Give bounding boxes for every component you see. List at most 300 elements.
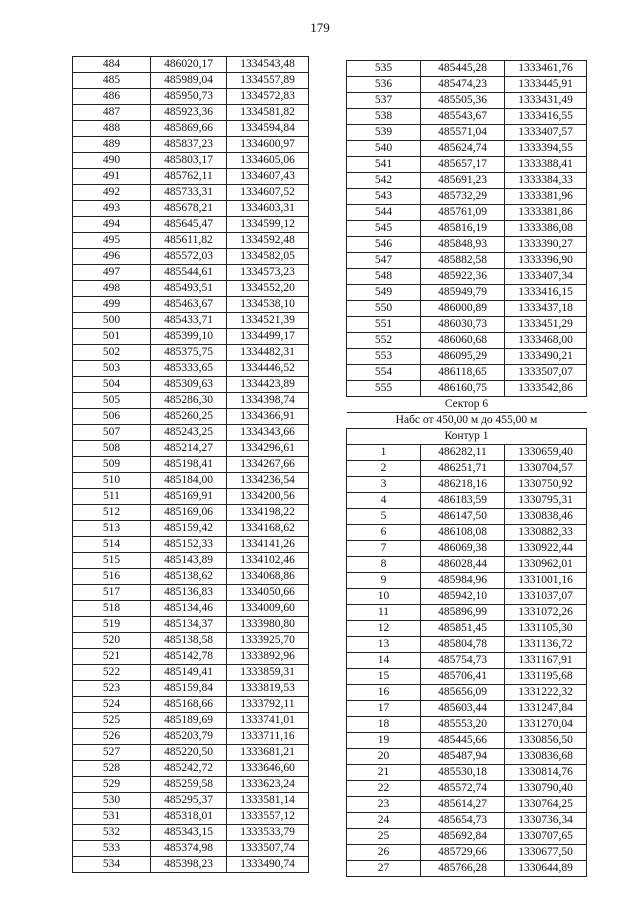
table-row <box>347 461 587 477</box>
point-number: 491 <box>73 169 151 185</box>
table-row <box>73 729 309 745</box>
y-coordinate: 1333381,86 <box>505 205 587 221</box>
point-number: 518 <box>73 601 151 617</box>
y-coordinate: 1334538,10 <box>227 297 309 313</box>
y-coordinate: 1334557,89 <box>227 73 309 89</box>
point-number: 27 <box>347 861 421 877</box>
table-row <box>347 573 587 589</box>
table-row <box>347 813 587 829</box>
y-coordinate: 1334398,74 <box>227 393 309 409</box>
table-row <box>347 829 587 845</box>
table-row <box>347 237 587 253</box>
x-coordinate: 485445,28 <box>421 61 505 77</box>
point-number: 531 <box>73 809 151 825</box>
x-coordinate: 485169,91 <box>151 489 227 505</box>
y-coordinate: 1331247,84 <box>505 701 587 717</box>
x-coordinate: 485923,36 <box>151 105 227 121</box>
point-number: 534 <box>73 857 151 873</box>
table-row <box>73 553 309 569</box>
point-number: 551 <box>347 317 421 333</box>
y-coordinate: 1330750,92 <box>505 477 587 493</box>
point-number: 540 <box>347 141 421 157</box>
x-coordinate: 485942,10 <box>421 589 505 605</box>
table-row <box>347 685 587 701</box>
y-coordinate: 1334605,06 <box>227 153 309 169</box>
table-row <box>347 861 587 877</box>
y-coordinate: 1333711,16 <box>227 729 309 745</box>
y-coordinate: 1334343,66 <box>227 425 309 441</box>
point-number: 521 <box>73 649 151 665</box>
table-row <box>73 697 309 713</box>
point-number: 522 <box>73 665 151 681</box>
y-coordinate: 1333681,21 <box>227 745 309 761</box>
x-coordinate: 486095,29 <box>421 349 505 365</box>
y-coordinate: 1333468,00 <box>505 333 587 349</box>
table-row <box>73 265 309 281</box>
point-number: 511 <box>73 489 151 505</box>
x-coordinate: 486183,59 <box>421 493 505 509</box>
table-row <box>347 61 587 77</box>
y-coordinate: 1331222,32 <box>505 685 587 701</box>
table-row <box>347 445 587 461</box>
point-number: 503 <box>73 361 151 377</box>
y-coordinate: 1331167,91 <box>505 653 587 669</box>
y-coordinate: 1334600,97 <box>227 137 309 153</box>
point-number: 6 <box>347 525 421 541</box>
y-coordinate: 1330659,40 <box>505 445 587 461</box>
y-coordinate: 1331037,07 <box>505 589 587 605</box>
point-number: 498 <box>73 281 151 297</box>
point-number: 527 <box>73 745 151 761</box>
x-coordinate: 485505,36 <box>421 93 505 109</box>
sector-height-range: Набс от 450,00 м до 455,00 м <box>347 413 587 429</box>
y-coordinate: 1333388,41 <box>505 157 587 173</box>
point-number: 544 <box>347 205 421 221</box>
point-number: 538 <box>347 109 421 125</box>
point-number: 539 <box>347 125 421 141</box>
x-coordinate: 485766,28 <box>421 861 505 877</box>
table-row <box>347 333 587 349</box>
y-coordinate: 1333407,57 <box>505 125 587 141</box>
point-number: 495 <box>73 233 151 249</box>
table-row <box>347 285 587 301</box>
table-row <box>73 809 309 825</box>
y-coordinate: 1330962,01 <box>505 557 587 573</box>
y-coordinate: 1334521,39 <box>227 313 309 329</box>
point-number: 15 <box>347 669 421 685</box>
y-coordinate: 1333416,15 <box>505 285 587 301</box>
y-coordinate: 1333384,33 <box>505 173 587 189</box>
table-row <box>73 473 309 489</box>
x-coordinate: 485922,36 <box>421 269 505 285</box>
table-row <box>73 457 309 473</box>
x-coordinate: 485184,00 <box>151 473 227 489</box>
point-number: 2 <box>347 461 421 477</box>
table-row <box>73 777 309 793</box>
x-coordinate: 486160,75 <box>421 381 505 397</box>
point-number: 552 <box>347 333 421 349</box>
y-coordinate: 1333533,79 <box>227 825 309 841</box>
x-coordinate: 485487,94 <box>421 749 505 765</box>
x-coordinate: 485654,73 <box>421 813 505 829</box>
x-coordinate: 485203,79 <box>151 729 227 745</box>
x-coordinate: 485242,72 <box>151 761 227 777</box>
point-number: 514 <box>73 537 151 553</box>
point-number: 487 <box>73 105 151 121</box>
point-number: 24 <box>347 813 421 829</box>
y-coordinate: 1334200,56 <box>227 489 309 505</box>
point-number: 13 <box>347 637 421 653</box>
point-number: 545 <box>347 221 421 237</box>
y-coordinate: 1330836,68 <box>505 749 587 765</box>
x-coordinate: 485243,25 <box>151 425 227 441</box>
x-coordinate: 485989,04 <box>151 73 227 89</box>
x-coordinate: 485950,73 <box>151 89 227 105</box>
table-row <box>347 253 587 269</box>
table-row <box>73 825 309 841</box>
x-coordinate: 485543,67 <box>421 109 505 125</box>
table-row <box>347 77 587 93</box>
y-coordinate: 1333507,74 <box>227 841 309 857</box>
x-coordinate: 485398,23 <box>151 857 227 873</box>
point-number: 532 <box>73 825 151 841</box>
y-coordinate: 1334102,46 <box>227 553 309 569</box>
table-row <box>347 477 587 493</box>
y-coordinate: 1330922,44 <box>505 541 587 557</box>
y-coordinate: 1333461,76 <box>505 61 587 77</box>
x-coordinate: 485318,01 <box>151 809 227 825</box>
point-number: 9 <box>347 573 421 589</box>
y-coordinate: 1333490,21 <box>505 349 587 365</box>
table-row <box>73 537 309 553</box>
y-coordinate: 1333396,90 <box>505 253 587 269</box>
y-coordinate: 1334296,61 <box>227 441 309 457</box>
x-coordinate: 485984,96 <box>421 573 505 589</box>
x-coordinate: 486118,65 <box>421 365 505 381</box>
point-number: 485 <box>73 73 151 89</box>
point-number: 489 <box>73 137 151 153</box>
point-number: 553 <box>347 349 421 365</box>
table-row <box>347 189 587 205</box>
point-number: 10 <box>347 589 421 605</box>
coordinates-table-right <box>346 60 587 877</box>
point-number: 555 <box>347 381 421 397</box>
x-coordinate: 485143,89 <box>151 553 227 569</box>
point-number: 537 <box>347 93 421 109</box>
y-coordinate: 1334594,84 <box>227 121 309 137</box>
point-number: 11 <box>347 605 421 621</box>
point-number: 21 <box>347 765 421 781</box>
table-row <box>73 633 309 649</box>
x-coordinate: 485189,69 <box>151 713 227 729</box>
table-row <box>73 153 309 169</box>
point-number: 502 <box>73 345 151 361</box>
y-coordinate: 1334599,12 <box>227 217 309 233</box>
x-coordinate: 485168,66 <box>151 697 227 713</box>
x-coordinate: 485571,04 <box>421 125 505 141</box>
point-number: 509 <box>73 457 151 473</box>
table-row <box>347 125 587 141</box>
y-coordinate: 1331001,16 <box>505 573 587 589</box>
point-number: 505 <box>73 393 151 409</box>
y-coordinate: 1330736,34 <box>505 813 587 829</box>
y-coordinate: 1334607,52 <box>227 185 309 201</box>
y-coordinate: 1334168,62 <box>227 521 309 537</box>
page-number: 179 <box>310 20 330 35</box>
table-row <box>347 669 587 685</box>
point-number: 497 <box>73 265 151 281</box>
sector-title-row <box>347 397 587 413</box>
y-coordinate: 1334198,22 <box>227 505 309 521</box>
x-coordinate: 485837,23 <box>151 137 227 153</box>
table-row <box>73 441 309 457</box>
point-number: 533 <box>73 841 151 857</box>
table-row <box>73 761 309 777</box>
table-row <box>347 765 587 781</box>
point-number: 486 <box>73 89 151 105</box>
x-coordinate: 486060,68 <box>421 333 505 349</box>
y-coordinate: 1330704,57 <box>505 461 587 477</box>
y-coordinate: 1333381,96 <box>505 189 587 205</box>
y-coordinate: 1334552,20 <box>227 281 309 297</box>
point-number: 16 <box>347 685 421 701</box>
y-coordinate: 1334499,17 <box>227 329 309 345</box>
table-row <box>73 793 309 809</box>
x-coordinate: 485754,73 <box>421 653 505 669</box>
y-coordinate: 1334582,05 <box>227 249 309 265</box>
x-coordinate: 485309,63 <box>151 377 227 393</box>
x-coordinate: 485375,75 <box>151 345 227 361</box>
table-row <box>347 845 587 861</box>
y-coordinate: 1331136,72 <box>505 637 587 653</box>
table-row <box>73 841 309 857</box>
point-number: 493 <box>73 201 151 217</box>
x-coordinate: 485136,83 <box>151 585 227 601</box>
x-coordinate: 485624,74 <box>421 141 505 157</box>
y-coordinate: 1330838,46 <box>505 509 587 525</box>
table-row <box>73 649 309 665</box>
point-number: 526 <box>73 729 151 745</box>
point-number: 507 <box>73 425 151 441</box>
table-row <box>73 569 309 585</box>
point-number: 550 <box>347 301 421 317</box>
y-coordinate: 1333542,86 <box>505 381 587 397</box>
x-coordinate: 485896,99 <box>421 605 505 621</box>
x-coordinate: 485851,45 <box>421 621 505 637</box>
point-number: 536 <box>347 77 421 93</box>
sector-height-row <box>347 413 587 429</box>
point-number: 12 <box>347 621 421 637</box>
table-row <box>347 733 587 749</box>
y-coordinate: 1333490,74 <box>227 857 309 873</box>
point-number: 490 <box>73 153 151 169</box>
x-coordinate: 486030,73 <box>421 317 505 333</box>
y-coordinate: 1333437,18 <box>505 301 587 317</box>
x-coordinate: 486282,11 <box>421 445 505 461</box>
table-row <box>73 857 309 873</box>
table-row <box>73 601 309 617</box>
x-coordinate: 486028,44 <box>421 557 505 573</box>
x-coordinate: 485732,29 <box>421 189 505 205</box>
y-coordinate: 1330790,40 <box>505 781 587 797</box>
x-coordinate: 485134,46 <box>151 601 227 617</box>
x-coordinate: 485333,65 <box>151 361 227 377</box>
x-coordinate: 485804,78 <box>421 637 505 653</box>
y-coordinate: 1331270,04 <box>505 717 587 733</box>
y-coordinate: 1333386,08 <box>505 221 587 237</box>
point-number: 508 <box>73 441 151 457</box>
x-coordinate: 485198,41 <box>151 457 227 473</box>
point-number: 525 <box>73 713 151 729</box>
x-coordinate: 485733,31 <box>151 185 227 201</box>
table-row <box>347 205 587 221</box>
table-row <box>73 249 309 265</box>
point-number: 546 <box>347 237 421 253</box>
point-number: 5 <box>347 509 421 525</box>
table-row <box>73 281 309 297</box>
y-coordinate: 1334543,48 <box>227 57 309 73</box>
x-coordinate: 485463,67 <box>151 297 227 313</box>
point-number: 494 <box>73 217 151 233</box>
x-coordinate: 485572,03 <box>151 249 227 265</box>
x-coordinate: 486147,50 <box>421 509 505 525</box>
table-row <box>73 313 309 329</box>
y-coordinate: 1333581,14 <box>227 793 309 809</box>
x-coordinate: 485691,23 <box>421 173 505 189</box>
y-coordinate: 1333431,49 <box>505 93 587 109</box>
point-number: 513 <box>73 521 151 537</box>
x-coordinate: 485706,41 <box>421 669 505 685</box>
x-coordinate: 485286,30 <box>151 393 227 409</box>
point-number: 23 <box>347 797 421 813</box>
y-coordinate: 1330707,65 <box>505 829 587 845</box>
x-coordinate: 486218,16 <box>421 477 505 493</box>
y-coordinate: 1334603,31 <box>227 201 309 217</box>
table-row <box>73 233 309 249</box>
table-row <box>73 89 309 105</box>
x-coordinate: 485729,66 <box>421 845 505 861</box>
table-row <box>73 345 309 361</box>
y-coordinate: 1333416,55 <box>505 109 587 125</box>
point-number: 549 <box>347 285 421 301</box>
y-coordinate: 1334141,26 <box>227 537 309 553</box>
y-coordinate: 1334236,54 <box>227 473 309 489</box>
x-coordinate: 485762,11 <box>151 169 227 185</box>
table-row <box>73 57 309 73</box>
x-coordinate: 485816,19 <box>421 221 505 237</box>
x-coordinate: 485214,27 <box>151 441 227 457</box>
point-number: 529 <box>73 777 151 793</box>
table-row <box>347 109 587 125</box>
x-coordinate: 485445,66 <box>421 733 505 749</box>
table-row <box>73 713 309 729</box>
x-coordinate: 485803,17 <box>151 153 227 169</box>
coordinates-table-left <box>72 56 309 873</box>
y-coordinate: 1333792,11 <box>227 697 309 713</box>
y-coordinate: 1333445,91 <box>505 77 587 93</box>
table-row <box>347 621 587 637</box>
table-row <box>73 377 309 393</box>
table-row <box>347 173 587 189</box>
point-number: 515 <box>73 553 151 569</box>
y-coordinate: 1334366,91 <box>227 409 309 425</box>
x-coordinate: 485603,44 <box>421 701 505 717</box>
point-number: 528 <box>73 761 151 777</box>
x-coordinate: 485159,42 <box>151 521 227 537</box>
x-coordinate: 485474,23 <box>421 77 505 93</box>
point-number: 26 <box>347 845 421 861</box>
x-coordinate: 485614,27 <box>421 797 505 813</box>
point-number: 18 <box>347 717 421 733</box>
y-coordinate: 1331105,30 <box>505 621 587 637</box>
y-coordinate: 1330795,31 <box>505 493 587 509</box>
point-number: 517 <box>73 585 151 601</box>
y-coordinate: 1333980,80 <box>227 617 309 633</box>
point-number: 516 <box>73 569 151 585</box>
x-coordinate: 485138,62 <box>151 569 227 585</box>
x-coordinate: 485220,50 <box>151 745 227 761</box>
contour-title-row <box>347 429 587 445</box>
table-row <box>347 349 587 365</box>
point-number: 25 <box>347 829 421 845</box>
x-coordinate: 485692,84 <box>421 829 505 845</box>
x-coordinate: 485848,93 <box>421 237 505 253</box>
x-coordinate: 485657,17 <box>421 157 505 173</box>
y-coordinate: 1333623,24 <box>227 777 309 793</box>
table-row <box>347 301 587 317</box>
point-number: 500 <box>73 313 151 329</box>
y-coordinate: 1330856,50 <box>505 733 587 749</box>
y-coordinate: 1334482,31 <box>227 345 309 361</box>
point-number: 1 <box>347 445 421 461</box>
table-row <box>73 617 309 633</box>
table-row <box>73 521 309 537</box>
point-number: 4 <box>347 493 421 509</box>
x-coordinate: 485611,82 <box>151 233 227 249</box>
table-row <box>73 121 309 137</box>
y-coordinate: 1333390,27 <box>505 237 587 253</box>
point-number: 19 <box>347 733 421 749</box>
point-number: 506 <box>73 409 151 425</box>
x-coordinate: 485678,21 <box>151 201 227 217</box>
x-coordinate: 486069,38 <box>421 541 505 557</box>
table-row <box>73 105 309 121</box>
point-number: 541 <box>347 157 421 173</box>
table-row <box>73 169 309 185</box>
y-coordinate: 1334446,52 <box>227 361 309 377</box>
x-coordinate: 486020,17 <box>151 57 227 73</box>
y-coordinate: 1330882,33 <box>505 525 587 541</box>
x-coordinate: 485869,66 <box>151 121 227 137</box>
point-number: 530 <box>73 793 151 809</box>
x-coordinate: 485142,78 <box>151 649 227 665</box>
y-coordinate: 1333507,07 <box>505 365 587 381</box>
table-row <box>73 329 309 345</box>
table-row <box>73 73 309 89</box>
point-number: 17 <box>347 701 421 717</box>
point-number: 22 <box>347 781 421 797</box>
table-row <box>347 701 587 717</box>
table-row <box>347 157 587 173</box>
table-row <box>73 361 309 377</box>
table-row <box>347 525 587 541</box>
table-row <box>347 269 587 285</box>
x-coordinate: 485553,20 <box>421 717 505 733</box>
table-row <box>73 201 309 217</box>
x-coordinate: 485343,15 <box>151 825 227 841</box>
x-coordinate: 485259,58 <box>151 777 227 793</box>
point-number: 524 <box>73 697 151 713</box>
